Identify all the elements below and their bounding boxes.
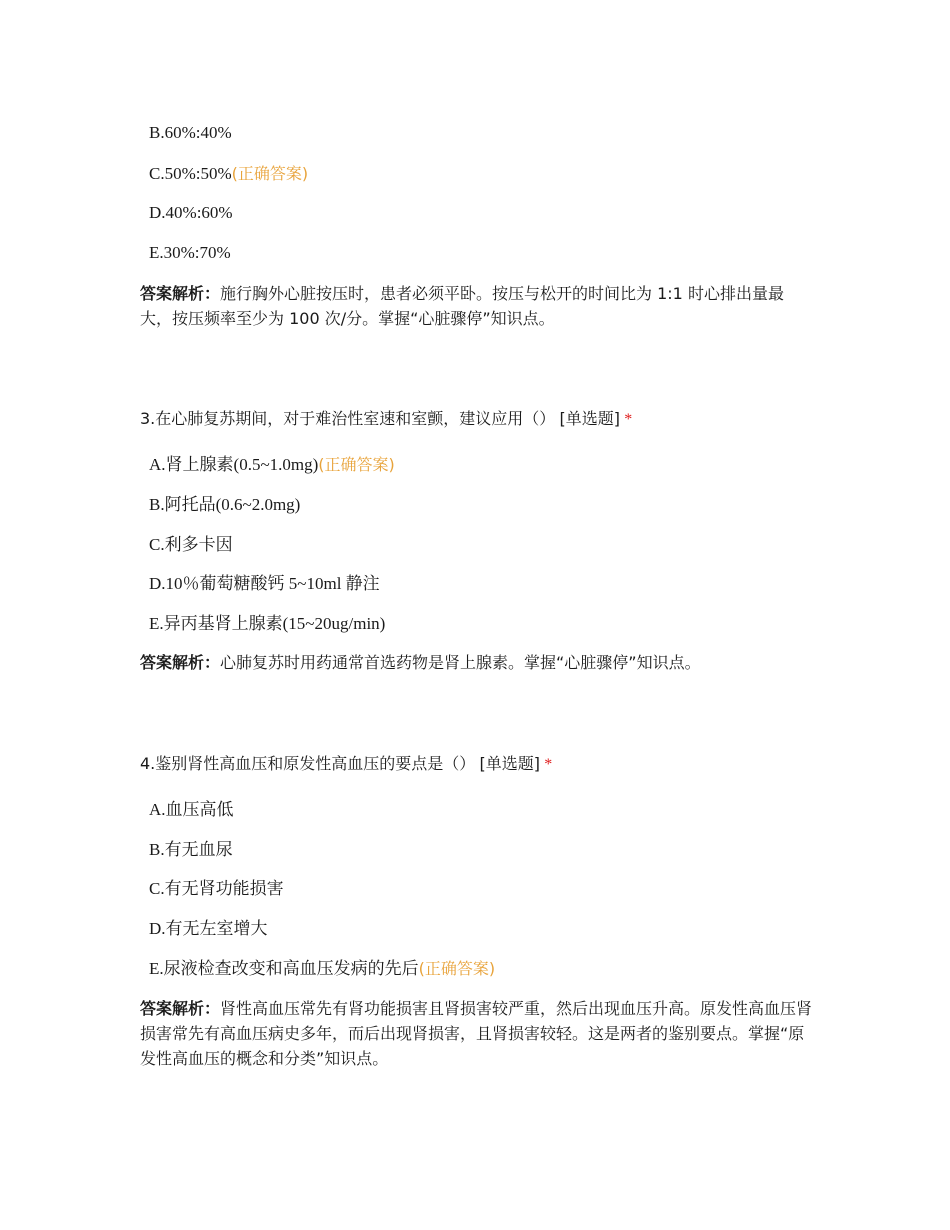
q4-option-c (149, 878, 284, 900)
correct-answer-tag: (正确答案) (318, 455, 395, 474)
question-type: [单选题] (559, 409, 621, 428)
option-text: E.30%:70% (149, 243, 231, 262)
question-text: 4.鉴别肾性高血压和原发性高血压的要点是（） (140, 754, 476, 773)
q3-question (140, 408, 632, 431)
option-text: A.血压高低 (149, 800, 234, 819)
q4-option-a (149, 799, 234, 821)
analysis-text: 心肺复苏时用药通常首选药物是肾上腺素。掌握“心脏骤停”知识点。 (220, 653, 701, 672)
q4-answer-analysis (140, 996, 815, 1071)
option-text: E.异丙基肾上腺素(15~20ug/min) (149, 614, 386, 633)
q3-option-e (149, 613, 385, 635)
q3-answer-analysis (140, 650, 815, 675)
required-mark: * (544, 756, 553, 773)
q3-option-a (149, 454, 395, 476)
q2-option-e (149, 242, 231, 264)
option-text: B.阿托品(0.6~2.0mg) (149, 495, 301, 514)
q3-option-d (149, 573, 380, 595)
analysis-label: 答案解析： (140, 284, 221, 303)
question-text: 3.在心肺复苏期间，对于难治性室速和室颤，建议应用（） (140, 409, 556, 428)
option-text: C.有无肾功能损害 (149, 879, 284, 898)
analysis-label: 答案解析： (140, 653, 221, 672)
analysis-text: 肾性高血压常先有肾功能损害且肾损害较严重，然后出现血压升高。原发性高血压肾损害常先有高血压病史多年，而后出现肾损害，且肾损害较轻。这是两者的鉴别要点。掌握“原发性高血压的概念和分类”知识点。 (140, 999, 813, 1068)
q3-option-c (149, 534, 233, 556)
option-text: D.有无左室增大 (149, 919, 268, 938)
analysis-label: 答案解析： (140, 999, 221, 1018)
option-text: C.利多卡因 (149, 535, 233, 554)
q4-question (140, 753, 552, 776)
option-text: C.50%:50% (149, 164, 232, 183)
question-type: [单选题] (479, 754, 541, 773)
option-text: B.有无血尿 (149, 840, 233, 859)
option-text: E.尿液检查改变和高血压发病的先后 (149, 959, 419, 978)
correct-answer-tag: (正确答案) (418, 959, 496, 978)
option-text: D.40%:60% (149, 203, 233, 222)
analysis-text: 施行胸外心脏按压时，患者必须平卧。按压与松开的时间比为 1:1 时心排出量最大，按压频率至少为 100 次/分。掌握“心脏骤停”知识点。 (140, 284, 784, 328)
q2-option-d (149, 202, 233, 224)
option-text: A.肾上腺素(0.5~1.0mg) (149, 455, 319, 474)
option-text: D.10％葡萄糖酸钙 5~10ml 静注 (149, 574, 380, 593)
correct-answer-tag: (正确答案) (231, 164, 309, 183)
q3-option-b (149, 494, 300, 516)
q2-option-c (149, 163, 308, 185)
q2-answer-analysis (140, 281, 815, 331)
q4-option-d (149, 918, 268, 940)
q4-option-e (149, 958, 495, 980)
q2-option-b (149, 122, 232, 144)
q4-option-b (149, 839, 233, 861)
required-mark: * (624, 411, 633, 428)
option-text: B.60%:40% (149, 123, 232, 142)
